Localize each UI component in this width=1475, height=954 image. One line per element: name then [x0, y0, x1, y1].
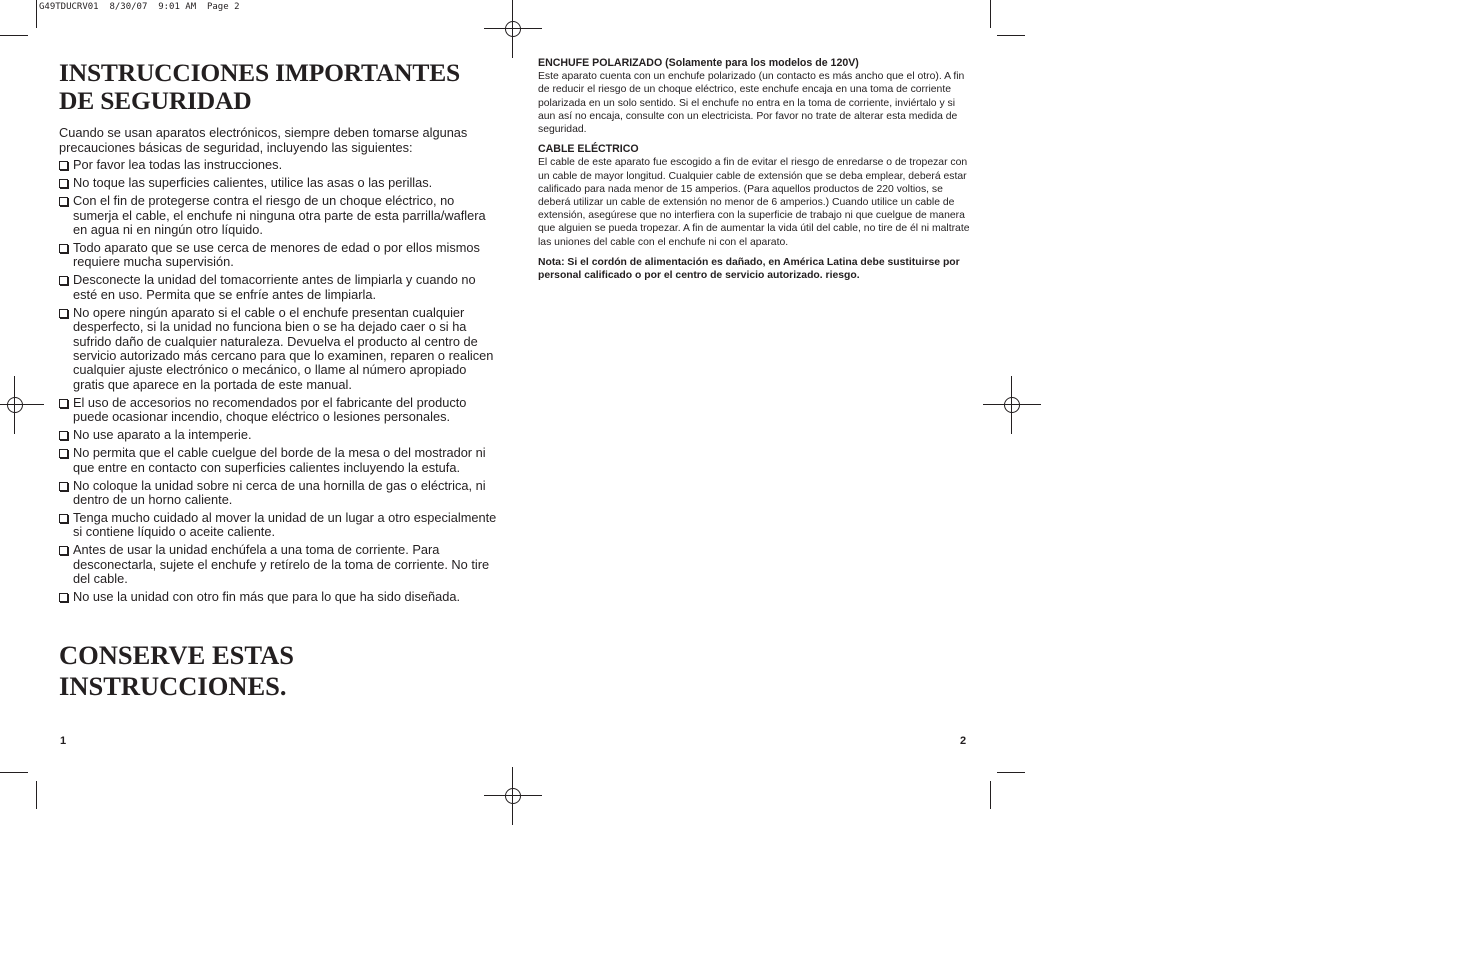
list-item: [59, 306, 499, 392]
power-cord-text: El cable de este aparato fue escogido a fin de evitar el riesgo de enredarse o de tropezar con un cable de mayor longitud. Cualquier cable de extensión que se deba emplear, deberá estar calificado para nada menor de 15 amperios. (Para aquellos productos de 220 voltios, se deberá utilizar un cable de extensión no menor de 6 amperios.) Cuando utilice un cable de extensión, asegúrese que no interfiera con la superficie de trabajo ni que cuelgue de manera que alguien se pueda tropezar. A fin de aumentar la vida útil del cable, no tire de él ni maltrate las uniones del cable con el enchufe ni con el aparato.: [538, 157, 970, 248]
list-item-text: No toque las superficies calientes, utilice las asas o las perillas.: [73, 175, 433, 191]
checkbox-bullet-icon: [59, 179, 68, 188]
list-item: [59, 479, 499, 508]
page-number-left: 1: [60, 735, 67, 747]
checkbox-bullet-icon: [59, 399, 68, 408]
list-item-text: Con el fin de protegerse contra el riesgo de un choque eléctrico, no sumerja el cable, el enchufe ni ninguna otra parte de esta parrilla/waflera en agua ni en ningún otro líquido.: [73, 193, 486, 237]
electrical-info-section: [538, 57, 970, 289]
power-cord-heading: CABLE ELÉCTRICO: [538, 143, 639, 156]
crop-mark: [997, 35, 1025, 36]
checkbox-bullet-icon: [59, 449, 68, 458]
list-item-text: No permita que el cable cuelgue del borde de la mesa o del mostrador ni que entre en contacto con superficies calientes incluyendo la estufa.: [73, 445, 486, 475]
safety-instructions-section: [59, 59, 499, 608]
crop-mark: [997, 772, 1025, 773]
power-cord-note: Nota: Si el cordón de alimentación es dañado, en América Latina debe sustituirse por personal calificado o por el centro de servicio autorizado. riesgo.: [538, 256, 960, 282]
crop-mark: [36, 0, 37, 28]
heading-line: CONSERVE ESTAS: [59, 640, 294, 670]
title-line: DE SEGURIDAD: [59, 86, 252, 115]
checkbox-bullet-icon: [59, 593, 68, 602]
checkbox-bullet-icon: [59, 431, 68, 440]
crop-mark: [990, 781, 991, 809]
list-item: [59, 176, 499, 190]
registration-mark-icon: [983, 376, 1041, 434]
checkbox-bullet-icon: [59, 197, 68, 206]
page-title: [59, 59, 499, 115]
list-item: [59, 543, 499, 586]
list-item: [59, 396, 499, 425]
list-item-text: Antes de usar la unidad enchúfela a una toma de corriente. Para desconectarla, sujete el enchufe y retírelo de la toma de corriente. No tire del cable.: [73, 542, 490, 587]
polarized-plug-text: Este aparato cuenta con un enchufe polarizado (un contacto es más ancho que el otro). A fin de reducir el riesgo de un choque eléctrico, este enchufe encaja en una toma de corriente polarizada en un solo sentido. Si el enchufe no entra en la toma de corriente, inviértalo y si aun así no encaja, consulte con un electricista. Por favor no trate de alterar esta medida de seguridad.: [538, 71, 965, 136]
heading-line: INSTRUCCIONES.: [59, 671, 287, 701]
list-item-text: Todo aparato que se use cerca de menores de edad o por ellos mismos requiere mucha supervisión.: [73, 240, 480, 270]
list-item: [59, 446, 499, 475]
crop-mark: [0, 772, 28, 773]
list-item-text: No coloque la unidad sobre ni cerca de una hornilla de gas o eléctrica, ni dentro de un horno caliente.: [73, 477, 486, 508]
crop-mark: [0, 35, 28, 36]
checkbox-bullet-icon: [59, 161, 68, 170]
list-item-text: No use aparato a la intemperie.: [73, 427, 252, 443]
list-item-text: Tenga mucho cuidado al mover la unidad de un lugar a otro especialmente si contiene líquido o aceite caliente.: [73, 510, 497, 540]
checkbox-bullet-icon: [59, 482, 68, 491]
title-line: INSTRUCCIONES IMPORTANTES: [59, 58, 460, 87]
safety-list: [59, 158, 499, 605]
list-item: [59, 428, 499, 442]
list-item: [59, 241, 499, 270]
intro-text: Cuando se usan aparatos electrónicos, siempre deben tomarse algunas precauciones básicas de seguridad, incluyendo las siguientes:: [59, 125, 468, 155]
list-item-text: No opere ningún aparato si el cable o el enchufe presentan cualquier desperfecto, si la unidad no funciona bien o se ha dejado caer o si ha sufrido daño de cualquier naturaleza. Devuelva el producto al centro de servicio autorizado más cercano para que lo examinen, reparen o realicen cualquier ajuste electrónico o mecánico, o llame al número apropiado gratis que aparece en la portada de este manual.: [73, 304, 494, 392]
list-item: [59, 511, 499, 540]
list-item-text: El uso de accesorios no recomendados por el fabricante del producto puede ocasionar incendio, choque eléctrico o lesiones personales.: [73, 394, 467, 425]
list-item: [59, 158, 499, 172]
crop-mark: [990, 0, 991, 28]
registration-mark-icon: [484, 767, 542, 825]
checkbox-bullet-icon: [59, 244, 68, 253]
list-item-text: Desconecte la unidad del tomacorriente antes de limpiarla y cuando no esté en uso. Permita que se enfríe antes de limpiarla.: [73, 272, 476, 302]
print-slug: G49TDUCRV01 8/30/07 9:01 AM Page 2: [39, 2, 240, 12]
save-instructions-heading: [59, 640, 294, 702]
registration-mark-icon: [0, 376, 44, 434]
list-item: [59, 590, 499, 604]
list-item: [59, 273, 499, 302]
checkbox-bullet-icon: [59, 546, 68, 555]
list-item: [59, 194, 499, 237]
polarized-plug-heading: ENCHUFE POLARIZADO (Solamente para los modelos de 120V): [538, 57, 859, 69]
list-item-text: No use la unidad con otro fin más que para lo que ha sido diseñada.: [73, 589, 461, 605]
list-item-text: Por favor lea todas las instrucciones.: [73, 157, 283, 173]
registration-mark-icon: [484, 0, 542, 58]
checkbox-bullet-icon: [59, 514, 68, 523]
page-number-right: 2: [960, 735, 967, 747]
checkbox-bullet-icon: [59, 276, 68, 285]
crop-mark: [36, 781, 37, 809]
checkbox-bullet-icon: [59, 309, 68, 318]
